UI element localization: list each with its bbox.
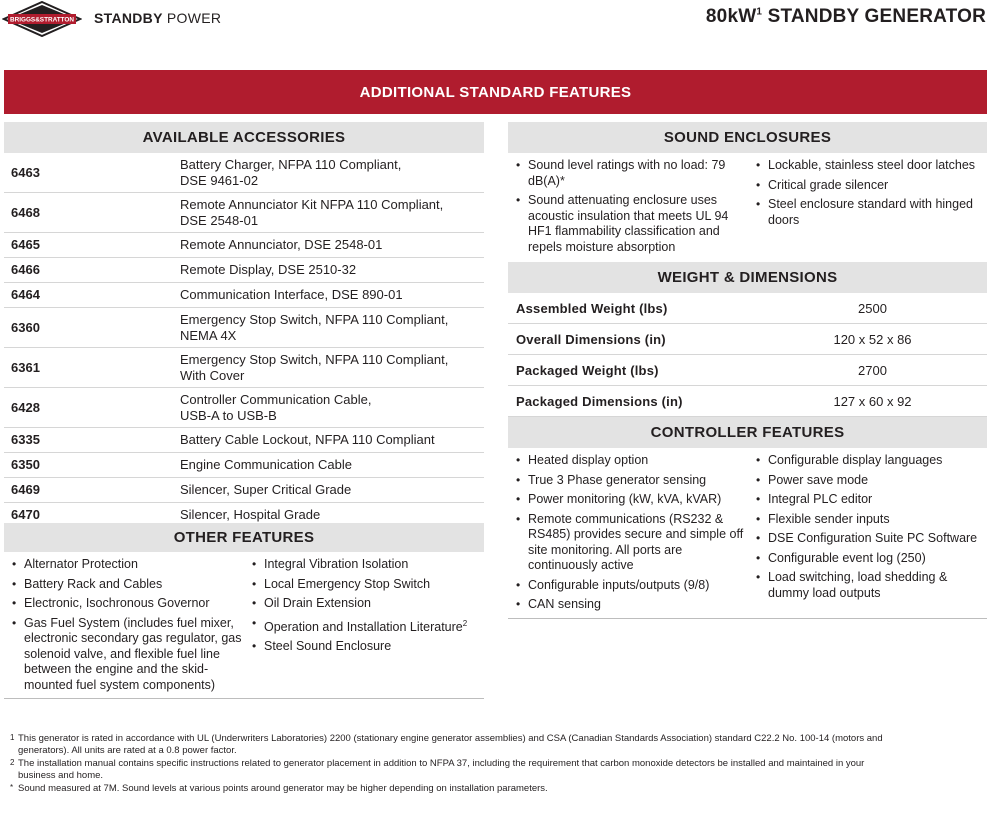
feature-item: [754, 512, 986, 528]
accessory-description: [180, 352, 484, 383]
feature-text: Gas Fuel System (includes fuel mixer, electronic secondary gas regulator, gas solenoid valve, and flexible fuel line between the engine and the skid-mounted fuel system components): [24, 615, 242, 692]
feature-item: [754, 531, 986, 547]
accessory-description: [180, 237, 484, 253]
feature-item: [754, 473, 986, 489]
feature-text: Critical grade silencer: [768, 177, 889, 192]
feature-item: [514, 492, 750, 508]
accessory-part-number: 6464: [11, 287, 40, 303]
accessory-description: [180, 432, 484, 448]
sound-left-list: [514, 158, 746, 255]
footnote-mark: 2: [10, 758, 15, 767]
accessory-row: [4, 233, 484, 258]
feature-item: [754, 178, 984, 194]
feature-item: [514, 158, 746, 189]
footnote: [10, 783, 890, 795]
feature-text: Configurable display languages: [768, 453, 943, 467]
accessory-row: [4, 193, 484, 233]
feature-item: [250, 577, 484, 593]
title-main: 80kW: [705, 6, 757, 27]
accessory-description-line1: Remote Display, DSE 2510-32: [180, 262, 357, 278]
feature-text: Sound attenuating enclosure uses acoustic insulation that meets UL 94 HF1 flammability classification and repels moisture absorption: [528, 193, 729, 254]
feature-text: Steel Sound Enclosure: [264, 639, 392, 654]
accessories-heading: AVAILABLE ACCESSORIES: [4, 122, 484, 153]
feature-text: Oil Drain Extension: [264, 596, 371, 610]
other-features-heading: OTHER FEATURES: [4, 523, 484, 552]
spec-row: [508, 324, 987, 355]
accessory-part-number: 6360: [11, 319, 40, 335]
feature-text: Steel enclosure standard with hinged doors: [768, 197, 973, 227]
weight-dimensions-table: [508, 293, 987, 417]
footnotes: [10, 733, 890, 796]
accessory-description: [180, 507, 484, 523]
spec-value: 2700: [858, 362, 887, 378]
accessory-description: [180, 312, 484, 343]
accessory-description: [180, 392, 484, 423]
feature-text: Power save mode: [768, 472, 869, 487]
accessories-table: [4, 153, 484, 528]
brand-bold: STANDBY: [94, 10, 163, 26]
feature-item: [514, 473, 750, 489]
feature-item: [754, 158, 984, 174]
accessory-part-number: 6428: [11, 399, 40, 415]
accessory-description-line1: Emergency Stop Switch, NFPA 110 Compliant,: [180, 352, 449, 367]
feature-item: [10, 557, 246, 573]
sound-enclosures-heading: SOUND ENCLOSURES: [508, 122, 987, 153]
feature-item: [754, 453, 986, 469]
accessory-description: [180, 262, 484, 278]
page-header: [0, 0, 1000, 40]
brand-name: [94, 10, 221, 26]
accessory-description-line1: Remote Annunciator Kit NFPA 110 Compliant,: [180, 197, 444, 212]
spec-value: 127 x 60 x 92: [833, 393, 912, 409]
feature-item: [514, 453, 750, 469]
accessory-description-line1: Engine Communication Cable: [180, 457, 352, 473]
feature-item: [754, 492, 986, 508]
feature-item: [10, 596, 246, 612]
title-rest: STANDBY GENERATOR: [762, 6, 986, 27]
accessory-description-line2: DSE 9461-02: [180, 172, 259, 188]
feature-item: [754, 551, 986, 567]
other-features-right: [250, 557, 484, 659]
feature-text: Flexible sender inputs: [768, 511, 890, 526]
controller-bottom-rule: [508, 618, 987, 619]
feature-text: True 3 Phase generator sensing: [528, 472, 707, 487]
accessory-description-line1: Remote Annunciator, DSE 2548-01: [180, 237, 383, 253]
spec-label: Assembled Weight (lbs): [516, 300, 668, 316]
spec-value: 2500: [858, 300, 887, 316]
feature-text: Power monitoring (kW, kVA, kVAR): [528, 492, 722, 506]
footnote-mark: *: [10, 783, 14, 792]
feature-text: Operation and Installation Literature: [264, 619, 463, 634]
spec-row: [508, 355, 987, 386]
other-features-left-list: [10, 557, 246, 693]
feature-text: Lockable, stainless steel door latches: [768, 158, 976, 172]
spec-row: [508, 386, 987, 417]
feature-text: Configurable inputs/outputs (9/8): [528, 577, 710, 592]
accessory-description-line1: Battery Charger, NFPA 110 Compliant,: [180, 157, 402, 172]
feature-item: [754, 197, 984, 228]
footnote-text: This generator is rated in accordance with UL (Underwriters Laboratories) 2200 (stationary engine generator assemblies) and CSA (Canadian Standards Association) standard C22.2 No. 100-14 (motors and generators). All units are rated at a 0.8 power factor.: [18, 733, 883, 756]
feature-text: Electronic, Isochronous Governor: [24, 596, 210, 610]
accessory-part-number: 6465: [11, 237, 40, 253]
accessory-row: [4, 388, 484, 428]
feature-text: Integral PLC editor: [768, 492, 873, 506]
spec-label: Overall Dimensions (in): [516, 331, 666, 347]
controller-right-list: [754, 453, 986, 601]
accessory-part-number: 6350: [11, 457, 40, 473]
sound-right: [754, 158, 984, 232]
feature-text: DSE Configuration Suite PC Software: [768, 531, 978, 545]
controller-left-list: [514, 453, 750, 613]
accessory-row: [4, 153, 484, 193]
accessory-description-line2: With Cover: [180, 367, 245, 383]
feature-text: Integral Vibration Isolation: [264, 557, 409, 571]
accessory-row: [4, 428, 484, 453]
feature-text: Battery Rack and Cables: [24, 576, 163, 591]
feature-item: [250, 557, 484, 573]
accessory-description: [180, 482, 484, 498]
standard-features-banner: ADDITIONAL STANDARD FEATURES: [4, 70, 987, 114]
other-features-left: [10, 557, 246, 697]
spec-label: Packaged Dimensions (in): [516, 393, 683, 409]
accessory-part-number: 6466: [11, 262, 40, 278]
accessory-description-line1: Controller Communication Cable,: [180, 392, 372, 407]
accessory-description-line1: Silencer, Super Critical Grade: [180, 482, 352, 498]
feature-text: Alternator Protection: [24, 557, 138, 571]
brand-rest: POWER: [162, 10, 222, 26]
feature-item: [754, 570, 986, 601]
feature-text: CAN sensing: [528, 597, 601, 611]
accessory-row: [4, 348, 484, 388]
other-features-right-list: [250, 557, 484, 655]
sound-right-list: [754, 158, 984, 228]
spec-label: Packaged Weight (lbs): [516, 362, 659, 378]
controller-right: [754, 453, 986, 605]
spec-row: [508, 293, 987, 324]
footnote: [10, 733, 890, 757]
accessory-description-line1: Battery Cable Lockout, NFPA 110 Compliant: [180, 432, 435, 448]
accessory-description-line1: Communication Interface, DSE 890-01: [180, 287, 403, 303]
accessory-description: [180, 197, 484, 228]
feature-item: [514, 578, 750, 594]
accessory-part-number: 6335: [11, 432, 40, 448]
accessory-description-line1: Silencer, Hospital Grade: [180, 507, 321, 523]
weight-dimensions-heading: WEIGHT & DIMENSIONS: [508, 262, 987, 293]
accessory-part-number: 6468: [11, 204, 40, 220]
footnote-text: The installation manual contains specific instructions related to generator placement in addition to NFPA 37, including the requirement that carbon monoxide detectors be installed and maintained in your business and home.: [18, 758, 865, 781]
feature-item: [10, 616, 246, 694]
accessory-description: [180, 457, 484, 473]
other-features-bottom-rule: [4, 698, 484, 699]
accessory-part-number: 6463: [11, 164, 40, 180]
accessory-row: [4, 258, 484, 283]
footnote-mark: 2: [462, 618, 468, 628]
accessory-description: [180, 287, 484, 303]
accessory-row: [4, 283, 484, 308]
feature-item: [514, 193, 746, 255]
feature-text: Heated display option: [528, 453, 649, 467]
accessory-description: [180, 157, 484, 188]
title-footnote-mark: 1: [756, 6, 763, 18]
logo-text: BRIGGS&STRATTON: [9, 16, 75, 24]
footnote: [10, 758, 890, 782]
accessory-part-number: 6361: [11, 359, 40, 375]
controller-features-heading: CONTROLLER FEATURES: [508, 417, 987, 448]
controller-left: [514, 453, 750, 617]
accessory-row: [4, 453, 484, 478]
spec-value: 120 x 52 x 86: [833, 331, 912, 347]
feature-text: Sound level ratings with no load: 79 dB(A)*: [528, 158, 726, 188]
accessory-part-number: 6469: [11, 482, 40, 498]
feature-item: [250, 596, 484, 612]
feature-item: [514, 512, 750, 574]
feature-item: [250, 639, 484, 655]
accessory-description-line2: NEMA 4X: [180, 327, 237, 343]
document-title: [706, 6, 986, 28]
feature-text: Configurable event log (250): [768, 550, 926, 565]
accessory-description-line2: USB-A to USB-B: [180, 407, 277, 423]
accessory-row: [4, 308, 484, 348]
feature-item: [10, 577, 246, 593]
footnote-text: Sound measured at 7M. Sound levels at various points around generator may be higher depending on installation parameters.: [18, 783, 548, 794]
feature-text: Remote communications (RS232 & RS485) provides secure and simple off site monitoring. All ports are continuously active: [528, 511, 744, 572]
accessory-row: [4, 478, 484, 503]
accessory-description-line2: DSE 2548-01: [180, 212, 259, 228]
accessory-description-line1: Emergency Stop Switch, NFPA 110 Compliant,: [180, 312, 449, 327]
feature-item: [514, 597, 750, 613]
briggs-stratton-logo: [2, 1, 82, 37]
footnote-mark: 1: [10, 733, 15, 742]
sound-left: [514, 158, 746, 259]
feature-item: [250, 616, 484, 636]
feature-text: Load switching, load shedding & dummy load outputs: [768, 570, 948, 600]
feature-text: Local Emergency Stop Switch: [264, 576, 431, 591]
accessory-part-number: 6470: [11, 507, 40, 523]
